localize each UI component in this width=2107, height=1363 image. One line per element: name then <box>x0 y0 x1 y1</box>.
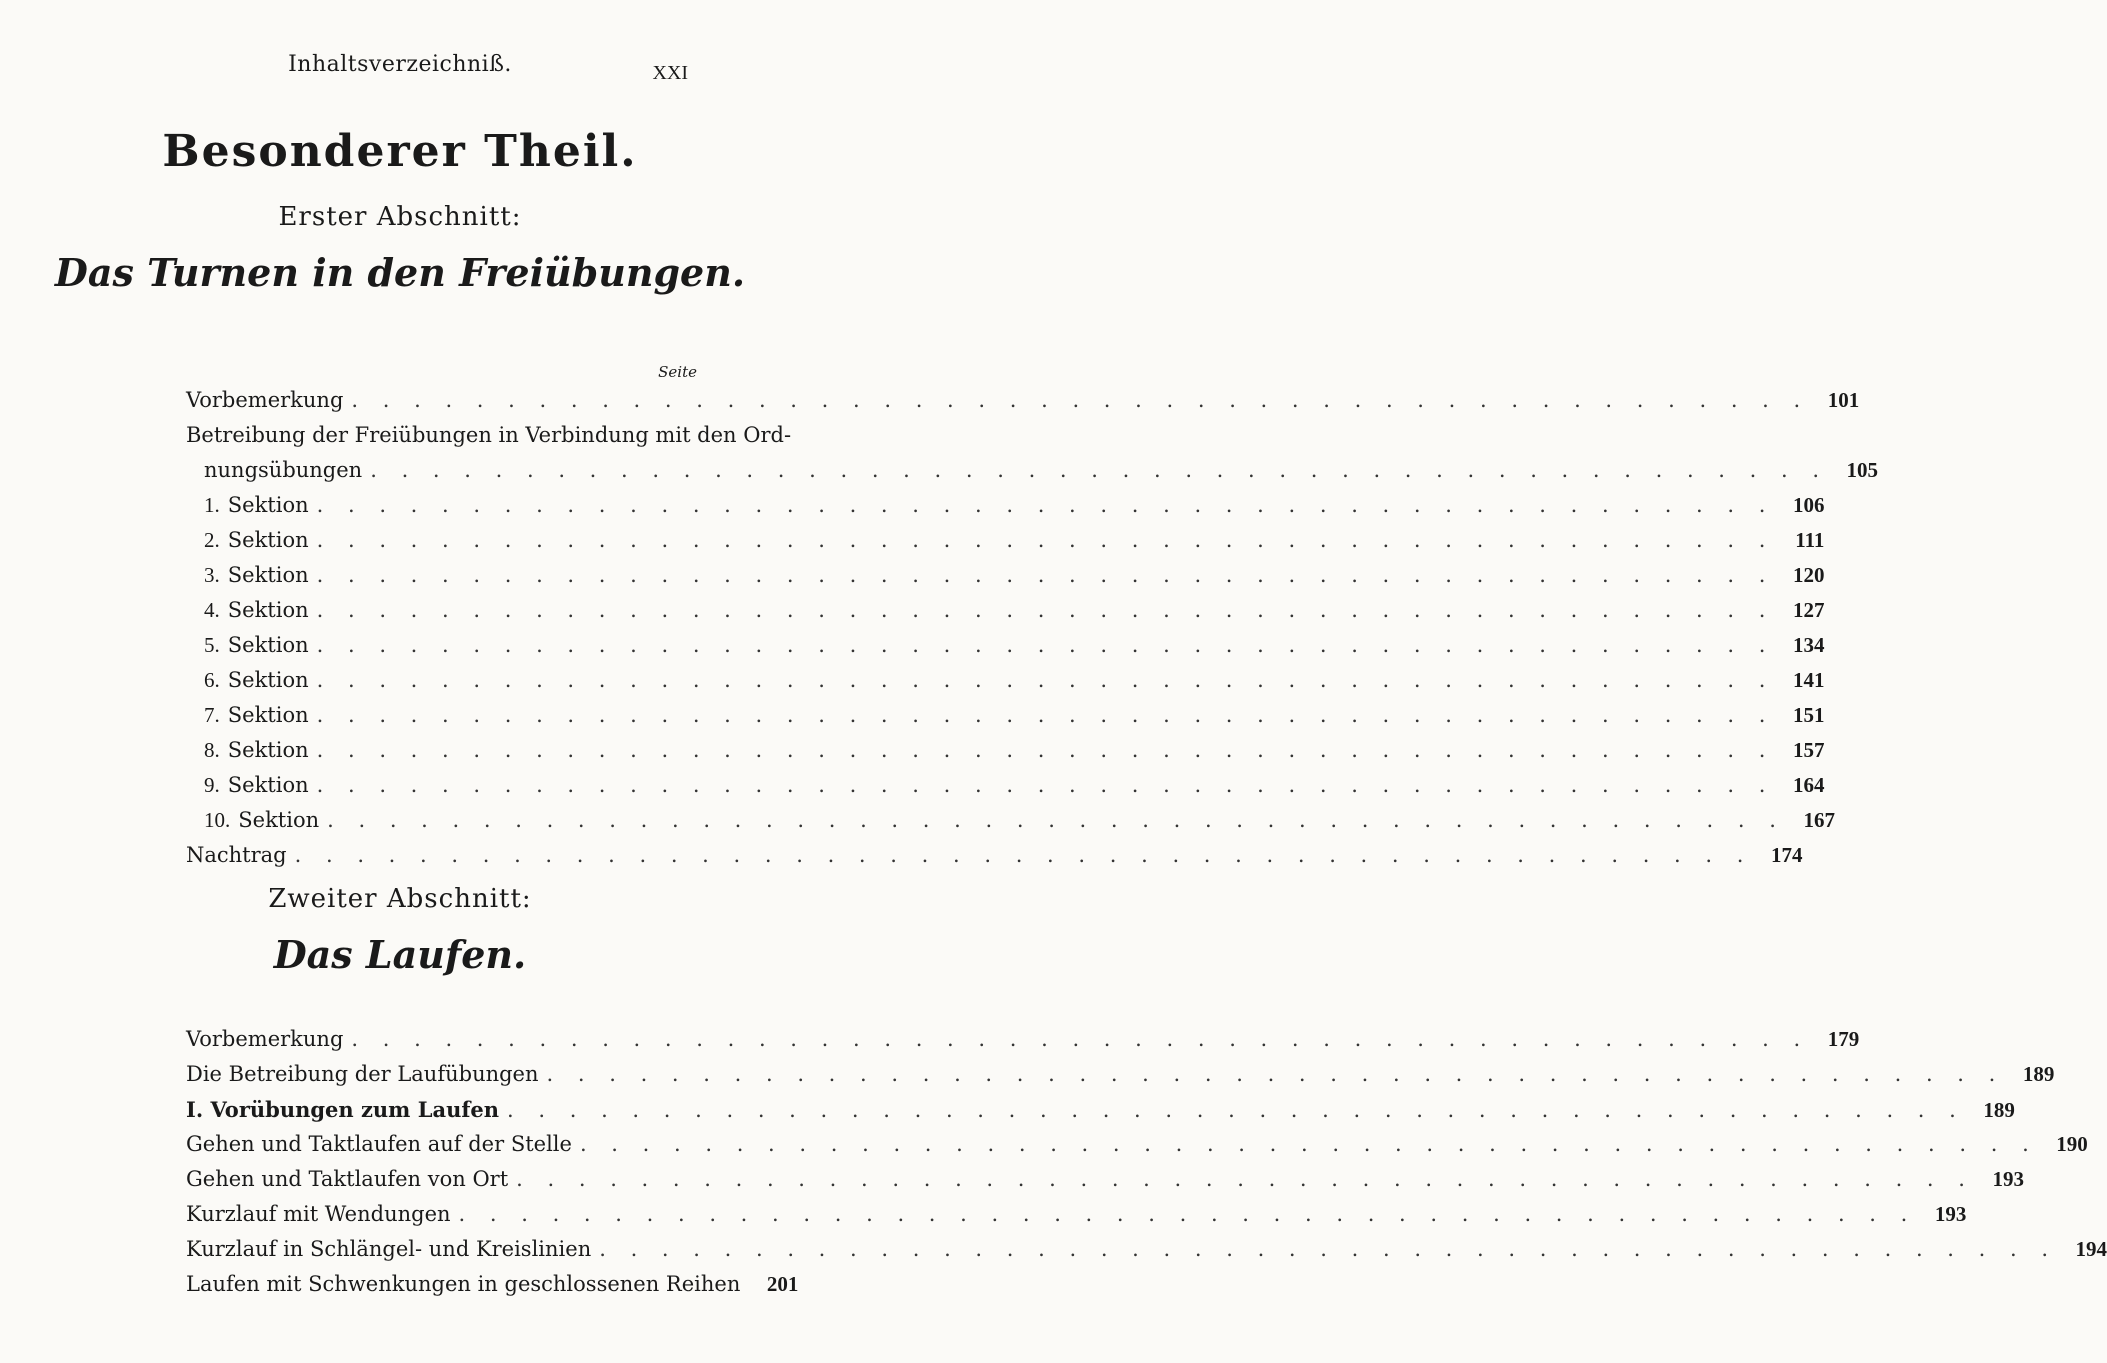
leader-dots <box>547 1057 2005 1092</box>
toc-entry-label: Gehen und Taktlaufen auf der Stelle <box>186 1132 572 1156</box>
leader-dots <box>317 768 1775 803</box>
toc-entry-label: Vorbemerkung <box>186 1027 344 1051</box>
section1-title: Das Turnen in den Freiübungen. <box>54 250 746 295</box>
toc-entry <box>186 558 1825 593</box>
toc-entry-label: Sektion <box>227 738 309 762</box>
toc-entry-number: 5. <box>204 633 220 657</box>
toc-entry-label: Sektion <box>227 703 309 727</box>
toc-entry-page: 106 <box>1792 493 1825 517</box>
leader-dots <box>459 1197 1917 1232</box>
toc-entry-page: 201 <box>766 1272 799 1296</box>
toc-entry <box>186 453 1879 488</box>
leader-dots <box>599 1232 2057 1267</box>
running-header: Inhaltsverzeichniß. <box>288 52 512 77</box>
toc-entry <box>186 1022 1860 1057</box>
toc-entry <box>186 488 1825 523</box>
leader-dots <box>507 1093 1965 1128</box>
part-title: Besonderer Theil. <box>162 126 638 177</box>
toc-entry-number: 2. <box>204 528 220 552</box>
toc-entry <box>186 803 1835 838</box>
toc-entry-number: 3. <box>204 563 220 587</box>
toc-entry-page: 141 <box>1792 668 1825 692</box>
toc-entry <box>186 838 1803 873</box>
toc-entry <box>186 698 1825 733</box>
section2-title: Das Laufen. <box>273 932 527 977</box>
toc-entry-label: Laufen mit Schwenkungen in geschlossenen Reihen <box>186 1272 741 1296</box>
toc-entry-label: nungsübungen <box>204 458 363 482</box>
toc-entry <box>186 663 1825 698</box>
leader-dots <box>327 803 1785 838</box>
toc-entry-page: 190 <box>2056 1132 2088 1156</box>
toc-entry <box>186 628 1825 663</box>
section1-heading: Erster Abschnitt: <box>278 202 522 232</box>
leader-dots <box>317 628 1775 663</box>
toc-entry <box>186 733 1825 768</box>
leader-dots <box>317 558 1775 593</box>
toc-entry-label: Sektion <box>227 563 309 587</box>
toc-entry <box>186 1232 2107 1267</box>
toc-entry-number: 10. <box>204 808 231 832</box>
toc-entry-page: 151 <box>1792 703 1825 727</box>
toc-entry <box>186 1057 2055 1092</box>
toc-entry-label: Die Betreibung der Laufübungen <box>186 1062 539 1086</box>
toc-entry-number: 4. <box>204 598 220 622</box>
toc-entry-number: 8. <box>204 738 220 762</box>
leader-dots <box>317 733 1775 768</box>
toc-entry <box>186 1267 799 1302</box>
toc-entry-page: 127 <box>1792 598 1825 622</box>
toc-entry <box>186 383 1860 418</box>
toc-entry-page: 101 <box>1827 388 1860 412</box>
toc-entry-label: Sektion <box>227 633 309 657</box>
page-number: XXI <box>652 62 688 84</box>
toc-entry <box>186 768 1825 803</box>
toc-entry-label: Kurzlauf mit Wendungen <box>186 1202 451 1226</box>
toc-entry <box>186 593 1825 628</box>
leader-dots <box>351 383 1809 418</box>
toc-entry <box>186 1162 2024 1197</box>
toc-entry <box>186 1092 2015 1127</box>
toc-entry-label: Kurzlauf in Schlängel- und Kreislinien <box>186 1237 592 1261</box>
toc-entry <box>186 523 1825 558</box>
toc-entry-label: Sektion <box>238 808 320 832</box>
toc-entry-label: Betreibung der Freiübungen in Verbindung mit den Ord- <box>186 423 792 447</box>
toc-entry-label: I. Vorübungen zum Laufen <box>186 1097 500 1122</box>
toc-entry-page: 193 <box>1992 1167 2024 1191</box>
section2-toc <box>186 1022 2107 1302</box>
toc-entry <box>186 1197 1967 1232</box>
leader-dots <box>317 663 1775 698</box>
toc-entry <box>186 418 792 453</box>
leader-dots <box>580 1127 2038 1162</box>
toc-entry-page: 157 <box>1792 738 1825 762</box>
section2-heading: Zweiter Abschnitt: <box>268 884 532 914</box>
toc-entry <box>186 1127 2088 1162</box>
leader-dots <box>317 523 1775 558</box>
page-column-label: Seite <box>658 363 697 381</box>
leader-dots <box>317 593 1775 628</box>
leader-dots <box>351 1022 1809 1057</box>
toc-entry-page: 193 <box>1934 1202 1967 1226</box>
toc-entry-label: Nachtrag <box>186 843 287 867</box>
toc-entry-page: 164 <box>1792 773 1825 797</box>
toc-entry-label: Sektion <box>227 773 309 797</box>
toc-entry-number: 9. <box>204 773 220 797</box>
toc-entry-label: Sektion <box>227 528 309 552</box>
leader-dots <box>317 488 1775 523</box>
leader-dots <box>317 698 1775 733</box>
section1-toc <box>186 383 1879 873</box>
toc-entry-number: 7. <box>204 703 220 727</box>
toc-entry-page: 167 <box>1803 808 1835 832</box>
toc-entry-label: Sektion <box>227 598 309 622</box>
toc-entry-page: 120 <box>1792 563 1825 587</box>
toc-entry-label: Gehen und Taktlaufen von Ort <box>186 1167 509 1191</box>
toc-entry-page: 194 <box>2075 1237 2107 1261</box>
toc-entry-number: 1. <box>204 493 220 517</box>
toc-entry-page: 179 <box>1827 1027 1860 1051</box>
toc-entry-page: 189 <box>2022 1062 2055 1086</box>
toc-entry-page: 134 <box>1792 633 1825 657</box>
toc-entry-page: 174 <box>1770 843 1803 867</box>
toc-entry-label: Sektion <box>227 493 309 517</box>
toc-entry-page: 111 <box>1795 528 1825 552</box>
toc-entry-page: 105 <box>1846 458 1879 482</box>
toc-entry-number: 6. <box>204 668 220 692</box>
leader-dots <box>516 1162 1974 1197</box>
toc-entry-label: Vorbemerkung <box>186 388 344 412</box>
toc-entry-page: 189 <box>1983 1098 2015 1122</box>
leader-dots <box>295 838 1753 873</box>
toc-entry-label: Sektion <box>227 668 309 692</box>
leader-dots <box>370 453 1828 488</box>
